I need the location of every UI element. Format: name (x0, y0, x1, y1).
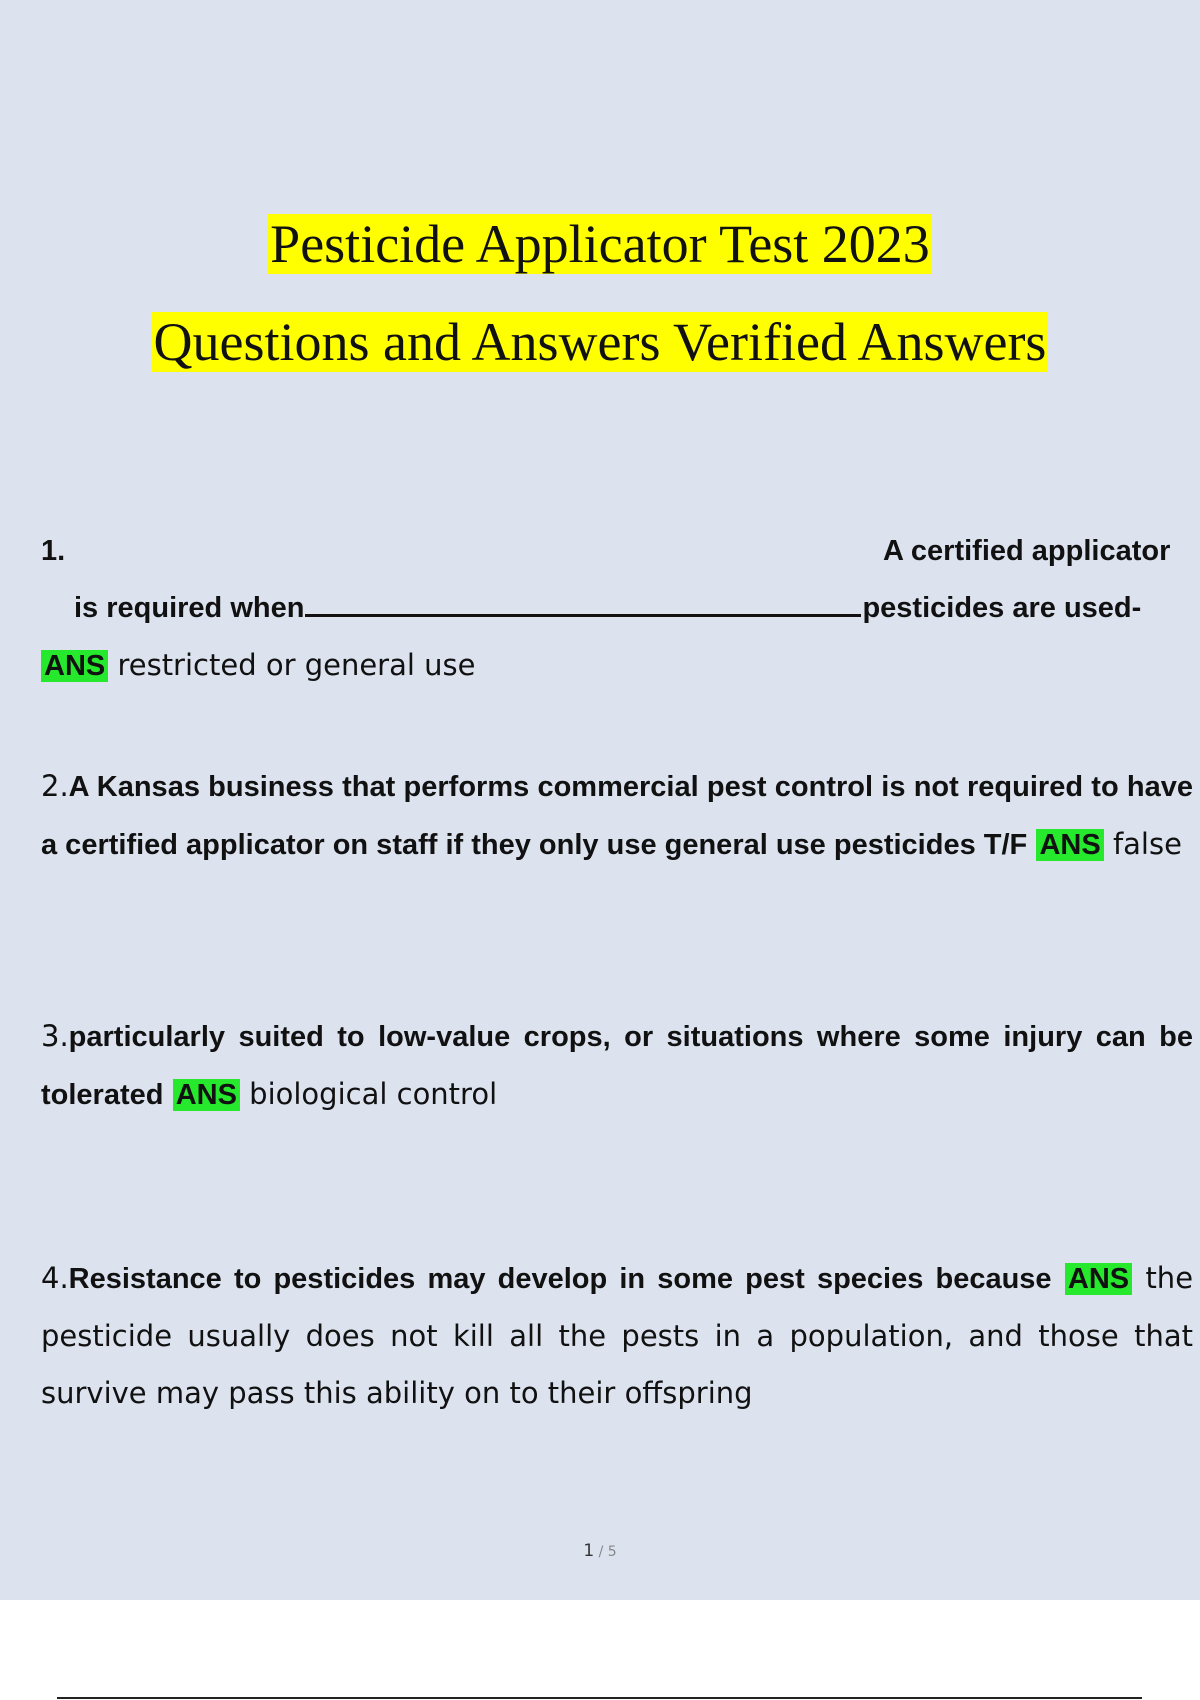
question-text: Resistance to pesticides may develop in some pest species because (68, 1263, 1052, 1295)
answer-label: ANS (173, 1079, 240, 1111)
document-title-line-1: Pesticide Applicator Test 2023 (270, 214, 930, 274)
question-text: A certified applicator (883, 535, 1171, 567)
question-text: particularly suited to low-value crops, or situations where some injury can be tolerated (41, 1021, 1193, 1111)
answer-text: the pesticide usually does not kill all the pests in a population, and those that survive may pass this ability on to their offspring (41, 1261, 1194, 1410)
question-number: 1. (41, 535, 66, 567)
question-text: is required when (74, 592, 305, 624)
page-separator: / (594, 1544, 608, 1560)
answer-label: ANS (1065, 1263, 1132, 1295)
answer-text: biological control (249, 1077, 498, 1111)
question-number: 3. (41, 1019, 69, 1053)
question-2 (41, 758, 1193, 874)
answer-label: ANS (1036, 829, 1103, 861)
fill-in-blank (305, 586, 861, 617)
answer-text: restricted or general use (117, 648, 476, 682)
next-page-divider (57, 1697, 1142, 1699)
question-number: 2. (41, 769, 69, 803)
answer-text: false (1112, 827, 1182, 861)
question-4 (41, 1250, 1193, 1422)
page-number (0, 1541, 1200, 1561)
total-pages: 5 (607, 1544, 617, 1560)
question-1 (41, 523, 1193, 695)
question-3 (41, 1008, 1193, 1124)
question-text: A Kansas business that performs commercial pest control is not required to have a certified applicator on staff if they only use general use pesticides T/F (41, 771, 1193, 861)
question-number: 4. (41, 1261, 69, 1295)
document-title-line-2: Questions and Answers Verified Answers (153, 312, 1047, 372)
question-text: pesticides are used- (862, 592, 1142, 624)
answer-label: ANS (41, 650, 108, 682)
current-page: 1 (583, 1541, 595, 1561)
